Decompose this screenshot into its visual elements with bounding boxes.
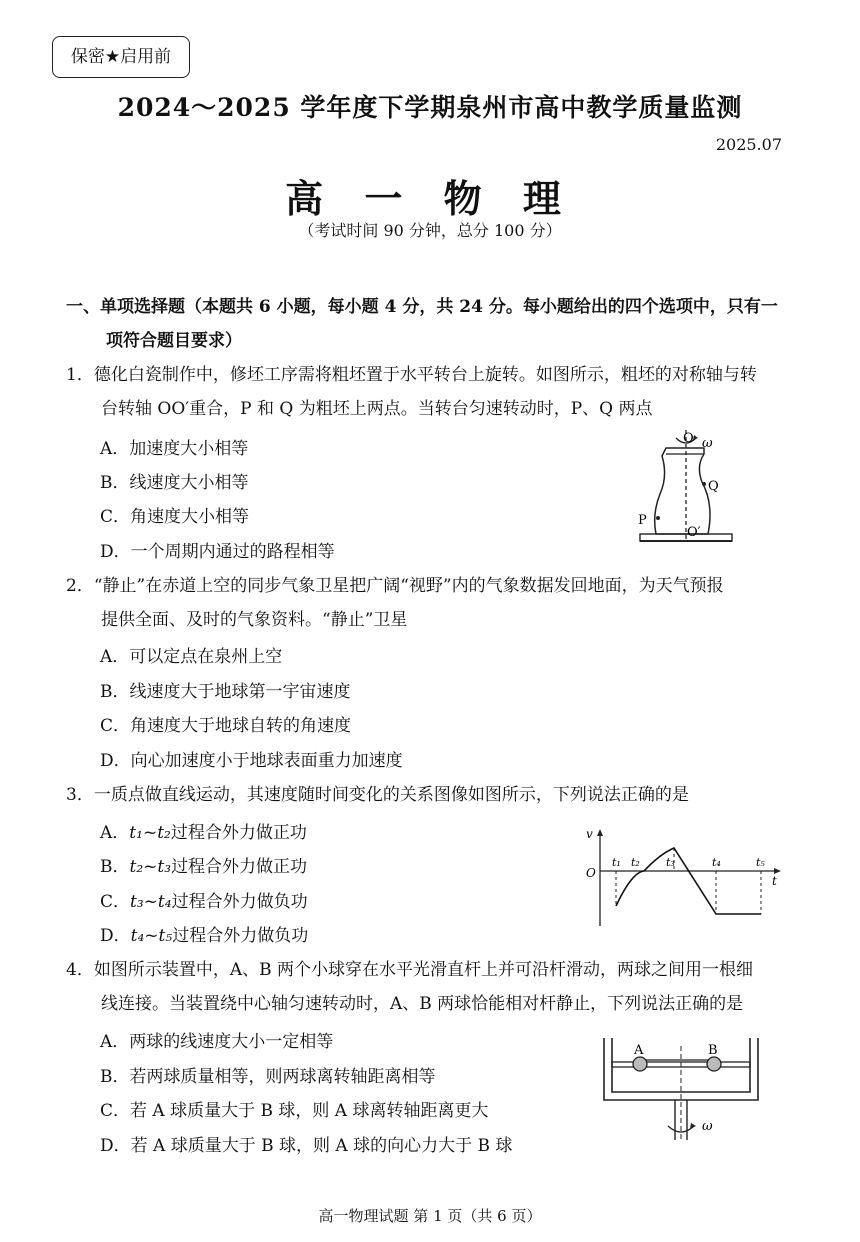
option-d: D．t₄~t₅过程合外力做负功 xyxy=(100,926,309,946)
exam-date: 2025.07 xyxy=(715,135,782,154)
axis-label-t: t xyxy=(772,874,777,888)
option-d: D．一个周期内通过的路程相等 xyxy=(100,542,335,562)
question-stem-line2: 提供全面、及时的气象资料。“静止”卫星 xyxy=(101,610,408,630)
question-number: 4． xyxy=(66,960,94,980)
question-stem-line1: “静止”在赤道上空的同步气象卫星把广阔“视野”内的气象数据发回地面，为天气预报 xyxy=(93,576,724,596)
confidential-stamp: 保密★启用前 xyxy=(52,36,190,78)
tick-label-t2: t₂ xyxy=(631,856,640,869)
label-q: Q xyxy=(708,479,719,494)
option-c: C．t₃~t₄过程合外力做负功 xyxy=(100,892,308,912)
label-omega: ω xyxy=(702,436,713,451)
question-stem-line1: 如图所示装置中，A、B 两个小球穿在水平光滑直杆上并可沿杆滑动，两球之间用一根细 xyxy=(93,960,753,980)
option-a: A．可以定点在泉州上空 xyxy=(100,647,283,667)
option-d: D．向心加速度小于地球表面重力加速度 xyxy=(100,751,403,771)
exam-title: 2024～2025 学年度下学期泉州市高中教学质量监测 xyxy=(117,93,743,122)
axis-label-v: v xyxy=(586,827,593,841)
question-stem-line2: 台转轴 OO′重合，P 和 Q 为粗坯上两点。当转台匀速转动时，P、Q 两点 xyxy=(101,399,653,419)
tick-label-t3: t₃ xyxy=(666,856,675,869)
subject-title: 高 一 物 理 xyxy=(285,177,575,221)
question-stem-line1: 一质点做直线运动，其速度随时间变化的关系图像如图所示，下列说法正确的是 xyxy=(93,785,689,805)
question-number: 1． xyxy=(66,365,94,385)
label-omega: ω xyxy=(702,1119,713,1134)
question-3-stem xyxy=(66,778,786,812)
page-footer: 高一物理试题 第 1 页（共 6 页） xyxy=(318,1207,542,1225)
question-stem-line1: 德化白瓷制作中，修坯工序需将粗坯置于水平转台上旋转。如图所示，粗坯的对称轴与转 xyxy=(93,365,757,385)
label-o: O xyxy=(683,431,694,446)
section-heading-line1: 一、单项选择题（本题共 6 小题，每小题 4 分，共 24 分。每小题给出的四个选项中，只有一 xyxy=(66,297,778,317)
rotating-rod-apparatus-figure xyxy=(596,1034,766,1146)
option-c: C．若 A 球质量大于 B 球，则 A 球离转轴距离更大 xyxy=(100,1101,489,1121)
tick-label-t4: t₄ xyxy=(712,856,721,869)
question-2-stem xyxy=(66,569,786,637)
option-d: D．若 A 球质量大于 B 球，则 A 球的向心力大于 B 球 xyxy=(100,1136,513,1156)
question-number: 2． xyxy=(66,576,94,596)
vase-turntable-figure xyxy=(630,422,740,550)
option-b: B．线速度大于地球第一宇宙速度 xyxy=(100,682,351,702)
label-b: B xyxy=(708,1043,718,1058)
label-p: P xyxy=(638,513,647,528)
option-b: B．线速度大小相等 xyxy=(100,473,249,493)
origin-label: O xyxy=(586,866,596,880)
exam-info: （考试时间 90 分钟，总分 100 分） xyxy=(298,221,562,240)
option-c: C．角速度大小相等 xyxy=(100,507,250,527)
option-b: B．t₂~t₃过程合外力做正功 xyxy=(100,857,308,877)
option-c: C．角速度大于地球自转的角速度 xyxy=(100,716,352,736)
tick-label-t1: t₁ xyxy=(612,856,621,869)
label-o-prime: O′ xyxy=(687,525,701,540)
option-a: A．加速度大小相等 xyxy=(100,439,249,459)
option-a: A．t₁~t₂过程合外力做正功 xyxy=(100,823,307,843)
section-heading xyxy=(66,290,786,358)
label-a: A xyxy=(634,1043,644,1058)
tick-label-t5: t₅ xyxy=(756,856,765,869)
option-a: A．两球的线速度大小一定相等 xyxy=(100,1032,334,1052)
question-stem-line2: 线连接。当装置绕中心轴匀速转动时，A、B 两球恰能相对杆静止，下列说法正确的是 xyxy=(101,994,744,1014)
question-1-stem xyxy=(66,358,786,426)
section-heading-line2: 项符合题目要求） xyxy=(106,331,242,351)
option-b: B．若两球质量相等，则两球离转轴距离相等 xyxy=(100,1067,436,1087)
question-4-stem xyxy=(66,953,786,1021)
velocity-time-graph xyxy=(580,826,785,928)
question-number: 3． xyxy=(66,785,94,805)
